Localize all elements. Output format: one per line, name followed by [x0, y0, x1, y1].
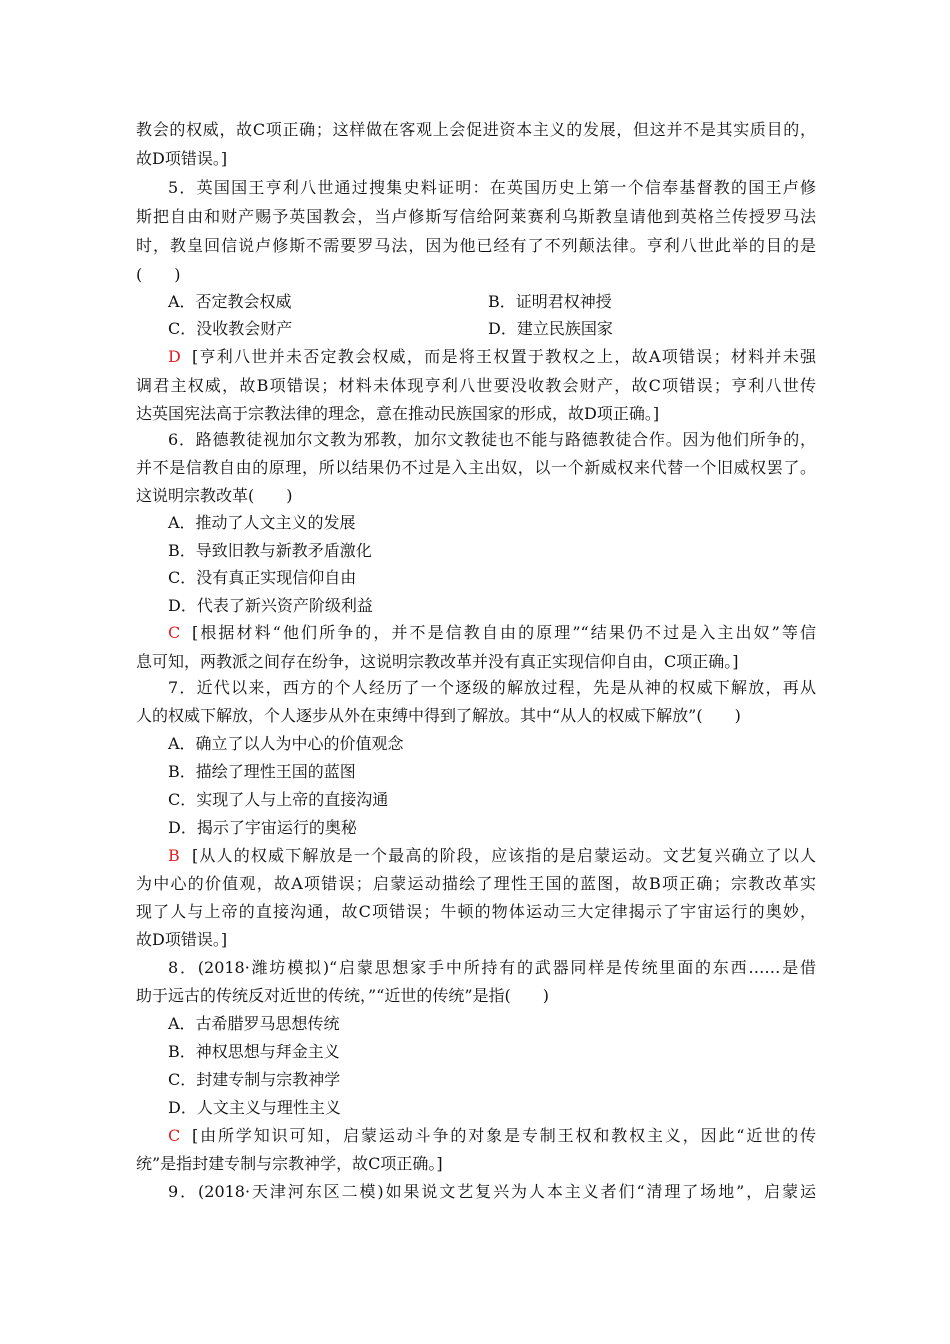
explanation-line: 统”是指封建专制与宗教神学，故C项正确。]	[136, 1154, 443, 1173]
answer-letter: C	[168, 623, 181, 642]
explanation-line: 为中心的价值观，故A项错误；启蒙运动描绘了理性王国的蓝图，故B项正确；宗教改革实	[136, 874, 816, 893]
option-d: D．揭示了宇宙运行的奥秘	[168, 818, 357, 837]
explanation-line: 故D项错误。]	[136, 930, 228, 949]
option-a: A．推动了人文主义的发展	[168, 513, 356, 532]
explanation-line: 调君主权威，故B项错误；材料未体现亨利八世要没收教会财产，故C项错误；亨利八世传	[136, 376, 816, 395]
explanation-line: 达英国宪法高于宗教法律的理念，意在推动民族国家的形成，故D项正确。]	[136, 404, 660, 423]
answer-letter: B	[168, 846, 180, 865]
option-a: A．确立了以人为中心的价值观念	[168, 734, 404, 753]
question-9-stem: 9．(2018·天津河东区二模)如果说文艺复兴为人本主义者们“清理了场地”，启蒙运	[168, 1182, 816, 1201]
question-7-stem: 7．近代以来，西方的个人经历了一个逐级的解放过程，先是从神的权威下解放，再从	[168, 678, 816, 697]
option-c: C．封建专制与宗教神学	[168, 1070, 341, 1089]
option-c: C．没有真正实现信仰自由	[168, 568, 357, 587]
text-line: 人的权威下解放，个人逐步从外在束缚中得到了解放。其中“从人的权威下解放”( )	[136, 706, 741, 725]
option-b: B．导致旧教与新教矛盾激化	[168, 541, 372, 560]
option-d: D．人文主义与理性主义	[168, 1098, 341, 1117]
answer-blank: ( )	[136, 265, 181, 284]
option-c: C．实现了人与上帝的直接沟通	[168, 790, 389, 809]
text-line: 并不是信教自由的原理，所以结果仍不过是入主出奴，以一个新威权来代替一个旧威权罢了。	[136, 458, 816, 477]
option-c: C．没收教会财产	[168, 319, 293, 338]
answer-letter: C	[168, 1126, 181, 1145]
explanation-line: [根据材料“他们所争的，并不是信教自由的原理”“结果仍不过是入主出奴”等信	[192, 623, 816, 642]
text-line: 助于远古的传统反对近世的传统，”“近世的传统”是指( )	[136, 986, 550, 1005]
explanation-line: [亨利八世并未否定教会权威，而是将王权置于教权之上，故A项错误；材料并未强	[192, 347, 816, 366]
question-6-stem: 6．路德教徒视加尔文教为邪教，加尔文教徒也不能与路德教徒合作。因为他们所争的，	[168, 430, 816, 449]
text-line: 教会的权威，故C项正确；这样做在客观上会促进资本主义的发展，但这并不是其实质目的，	[136, 120, 816, 139]
question-5-stem: 5．英国国王亨利八世通过搜集史料证明：在英国历史上第一个信奉基督教的国王卢修	[168, 178, 816, 197]
text-line: 这说明宗教改革( )	[136, 486, 293, 505]
explanation-line: [由所学知识可知，启蒙运动斗争的对象是专制王权和教权主义，因此“近世的传	[192, 1126, 816, 1145]
explanation-line: 现了人与上帝的直接沟通，故C项错误；牛顿的物体运动三大定律揭示了宇宙运行的奥妙，	[136, 902, 816, 921]
option-d: D．建立民族国家	[488, 319, 613, 338]
option-b: B．神权思想与拜金主义	[168, 1042, 340, 1061]
option-b: B．证明君权神授	[488, 292, 612, 311]
option-a: A．否定教会权威	[168, 292, 292, 311]
text-line: 斯把自由和财产赐予英国教会，当卢修斯写信给阿莱赛利乌斯教皇请他到英格兰传授罗马法	[136, 207, 816, 226]
text-line: 时，教皇回信说卢修斯不需要罗马法，因为他已经有了不列颠法律。亨利八世此举的目的是	[136, 236, 816, 255]
question-8-stem: 8．(2018·潍坊模拟)“启蒙思想家手中所持有的武器同样是传统里面的东西……是借	[168, 958, 816, 977]
option-d: D．代表了新兴资产阶级利益	[168, 596, 373, 615]
explanation-line: 息可知，两教派之间存在纷争，这说明宗教改革并没有真正实现信仰自由，C项正确。]	[136, 652, 739, 671]
answer-letter: D	[168, 347, 181, 366]
option-a: A．古希腊罗马思想传统	[168, 1014, 340, 1033]
option-b: B．描绘了理性王国的蓝图	[168, 762, 356, 781]
explanation-line: [从人的权威下解放是一个最高的阶段，应该指的是启蒙运动。文艺复兴确立了以人	[192, 846, 816, 865]
text-line: 故D项错误。]	[136, 149, 228, 168]
